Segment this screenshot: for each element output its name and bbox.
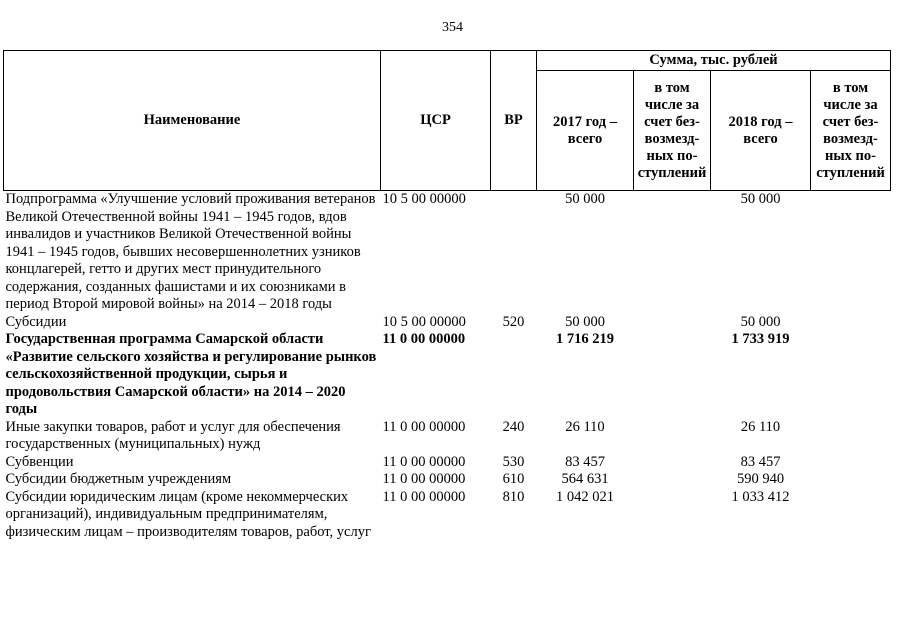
row-2017: 50 000 <box>565 191 605 207</box>
row-2018-free <box>811 191 891 314</box>
header-csr: ЦСР <box>381 51 491 191</box>
row-2018: 26 110 <box>740 418 781 435</box>
header-2018-free: в том числе за счет безвозмездных поступлений <box>811 71 891 191</box>
page-number: 354 <box>442 20 463 35</box>
row-vr <box>491 331 537 419</box>
row-name: Иные закупки товаров, работ и услуг для обеспечения государственных (муниципальных) нужд <box>5 418 341 452</box>
row-2017: 1 716 219 <box>556 331 614 347</box>
row-2017-free <box>634 314 711 332</box>
header-2018-total: 2018 год – всего <box>711 71 811 191</box>
row-2017-free <box>634 454 711 472</box>
row-2018-free <box>811 471 891 489</box>
table-row <box>4 471 891 489</box>
row-2018-free <box>811 331 891 419</box>
table-body <box>4 191 891 542</box>
table-header <box>4 51 891 191</box>
row-name: Субсидии <box>5 313 67 330</box>
row-csr: 10 5 00 00000 <box>382 191 466 207</box>
budget-table <box>3 50 891 541</box>
row-2017-free <box>634 331 711 419</box>
row-2017-free <box>634 489 711 542</box>
row-2017: 564 631 <box>561 471 609 487</box>
table-row <box>4 419 891 454</box>
row-2017-free <box>634 191 711 314</box>
row-name: Государственная программа Самарской области «Развитие сельского хозяйства и регулирование рынков сельскохозяйственной продукции, сырья и продовольствия Самарской области» на 2014 – 2020 годы <box>5 331 377 417</box>
row-2018: 1 733 919 <box>731 331 790 347</box>
row-2017-free <box>634 419 711 454</box>
row-vr: 530 <box>502 453 525 470</box>
row-2018: 50 000 <box>740 191 781 207</box>
row-2018-free <box>811 489 891 542</box>
row-2017: 26 110 <box>565 418 605 435</box>
row-2018-free <box>811 454 891 472</box>
row-2018: 83 457 <box>740 453 781 470</box>
row-2017: 50 000 <box>565 313 605 330</box>
row-2018: 50 000 <box>740 313 781 330</box>
row-vr: 240 <box>502 418 525 435</box>
table-row <box>4 454 891 472</box>
row-name: Субсидии юридическим лицам (кроме некоммерческих организаций), индивидуальным предпринимателям, физическим лицам – производителям товаров, работ, услуг <box>5 488 371 540</box>
row-2018-free <box>811 314 891 332</box>
row-vr: 810 <box>502 488 525 505</box>
row-name: Субвенции <box>5 453 74 470</box>
row-2017: 83 457 <box>565 453 605 470</box>
row-csr: 11 0 00 00000 <box>382 471 466 487</box>
row-name: Подпрограмма «Улучшение условий проживания ветеранов Великой Отечественной войны 1941 – 1945 годов, вдов инвалидов и участников Великой Отечественной войны 1941 – 1945 годов, бывших несовершеннолетних узников концлагерей, гетто и других мест принудительного содержания, созданных фашистами и их союзниками в период Второй мировой войны» на 2014 – 2018 годы <box>5 191 376 312</box>
header-name: Наименование <box>4 51 381 191</box>
row-csr: 11 0 00 00000 <box>382 453 466 470</box>
row-csr: 11 0 00 00000 <box>382 488 466 505</box>
table-row <box>4 191 891 314</box>
row-csr: 11 0 00 00000 <box>382 418 466 435</box>
row-vr: 610 <box>502 471 525 487</box>
table-row <box>4 489 891 542</box>
row-2018: 1 033 412 <box>731 488 790 505</box>
header-2017-free: в том числе за счет безвозмездных поступлений <box>634 71 711 191</box>
header-sum: Сумма, тыс. рублей <box>537 51 891 71</box>
row-2018: 590 940 <box>736 471 785 487</box>
row-vr <box>491 191 537 314</box>
row-csr: 11 0 00 00000 <box>382 331 466 347</box>
row-name: Субсидии бюджетным учреждениям <box>5 471 232 487</box>
row-2018-free <box>811 419 891 454</box>
header-2017-total: 2017 год – всего <box>537 71 634 191</box>
row-csr: 10 5 00 00000 <box>382 313 466 330</box>
row-2017-free <box>634 471 711 489</box>
header-vr: ВР <box>491 51 537 191</box>
table-row <box>4 314 891 332</box>
row-2017: 1 042 021 <box>556 488 614 505</box>
table-row <box>4 331 891 419</box>
row-vr: 520 <box>502 313 525 330</box>
